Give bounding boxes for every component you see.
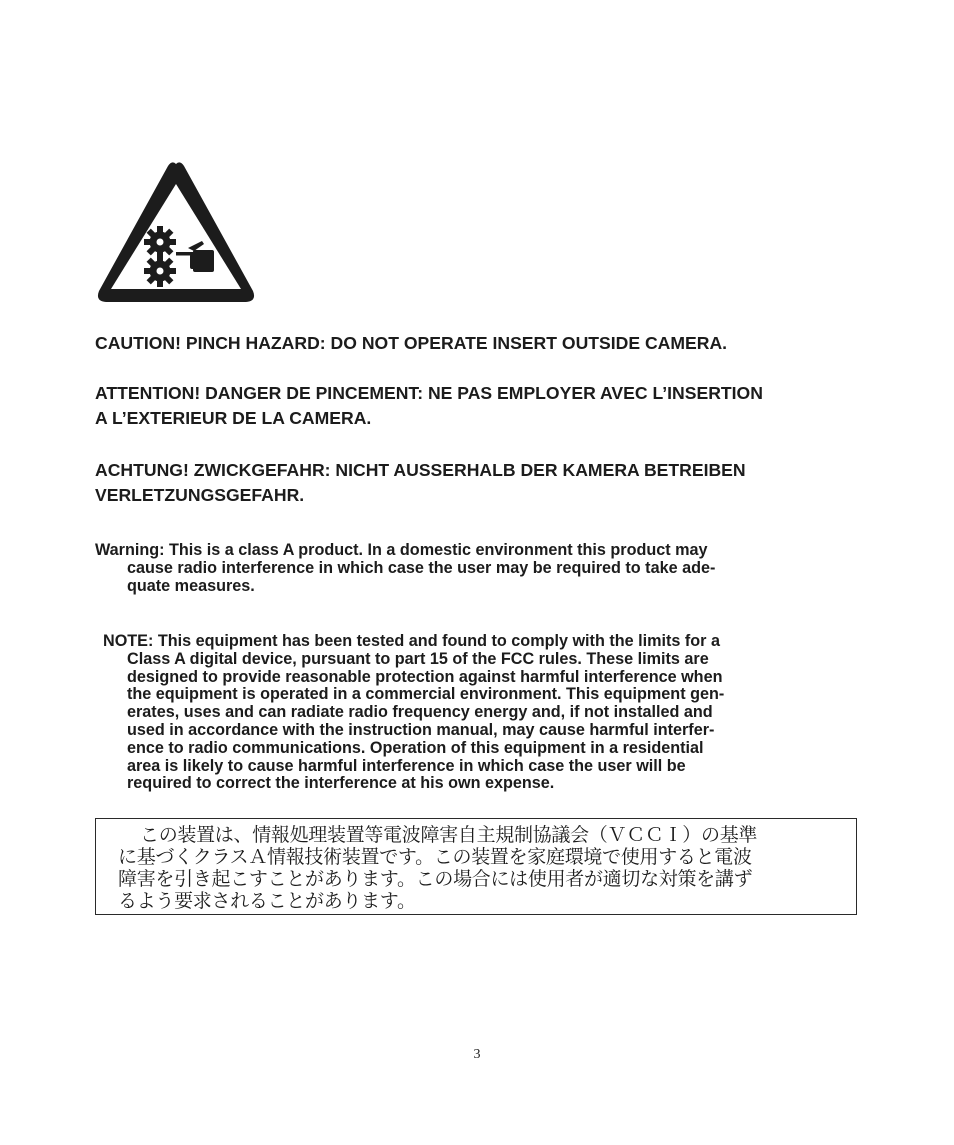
caution-line: CAUTION! PINCH HAZARD: DO NOT OPERATE INSERT OUTSIDE CAMERA.: [95, 333, 728, 353]
warning-line: Warning: This is a class A product. In a domestic environment this product may: [95, 541, 708, 559]
fcc-note-line: area is likely to cause harmful interference in which case the user will be: [127, 756, 686, 775]
vcci-notice-box: [95, 818, 857, 915]
caution-english: [95, 331, 727, 356]
caution-line: ATTENTION! DANGER DE PINCEMENT: NE PAS EMPLOYER AVEC L’INSERTION: [95, 383, 763, 403]
fcc-note-line: Class A digital device, pursuant to part 15 of the FCC rules. These limits are: [127, 649, 709, 668]
fcc-note-line: erates, uses and can radiate radio frequency energy and, if not installed and: [127, 703, 713, 722]
vcci-line: この装置は、情報処理装置等電波障害自主規制協議会（ＶＣＣＩ）の基準: [140, 824, 758, 846]
fcc-note-line: ence to radio communications. Operation of this equipment in a residential: [127, 738, 704, 757]
fcc-note: [103, 633, 724, 793]
fcc-note-line: designed to provide reasonable protection against harmful interference when: [127, 667, 723, 686]
gear-icon: [144, 226, 176, 258]
fcc-note-line: NOTE: This equipment has been tested and found to comply with the limits for a: [103, 632, 720, 650]
fcc-note-line: the equipment is operated in a commercial environment. This equipment gen-: [127, 685, 725, 704]
gear-icon: [144, 255, 176, 287]
caution-french: [95, 381, 763, 431]
vcci-line: るよう要求されることがあります。: [118, 890, 416, 912]
caution-line: A L’EXTERIEUR DE LA CAMERA.: [95, 408, 372, 428]
caution-line: VERLETZUNGSGEFAHR.: [95, 485, 305, 505]
vcci-line: 障害を引き起こすことがあります。この場合には使用者が適切な対策を講ず: [118, 868, 753, 890]
page-number: 3: [473, 1047, 481, 1062]
caution-line: ACHTUNG! ZWICKGEFAHR: NICHT AUSSERHALB DER KAMERA BETREIBEN: [95, 460, 746, 480]
vcci-line: に基づくクラスＡ情報技術装置です。この装置を家庭環境で使用すると電波: [118, 846, 752, 868]
caution-german: [95, 458, 746, 508]
fcc-note-line: required to correct the interference at his own expense.: [127, 774, 555, 793]
fcc-note-line: used in accordance with the instruction manual, may cause harmful interfer-: [127, 720, 715, 739]
pinch-hazard-warning-icon: [94, 158, 258, 306]
warning-line: quate measures.: [127, 576, 255, 595]
warning-line: cause radio interference in which case the user may be required to take ade-: [127, 558, 716, 577]
class-a-warning: [95, 542, 715, 595]
